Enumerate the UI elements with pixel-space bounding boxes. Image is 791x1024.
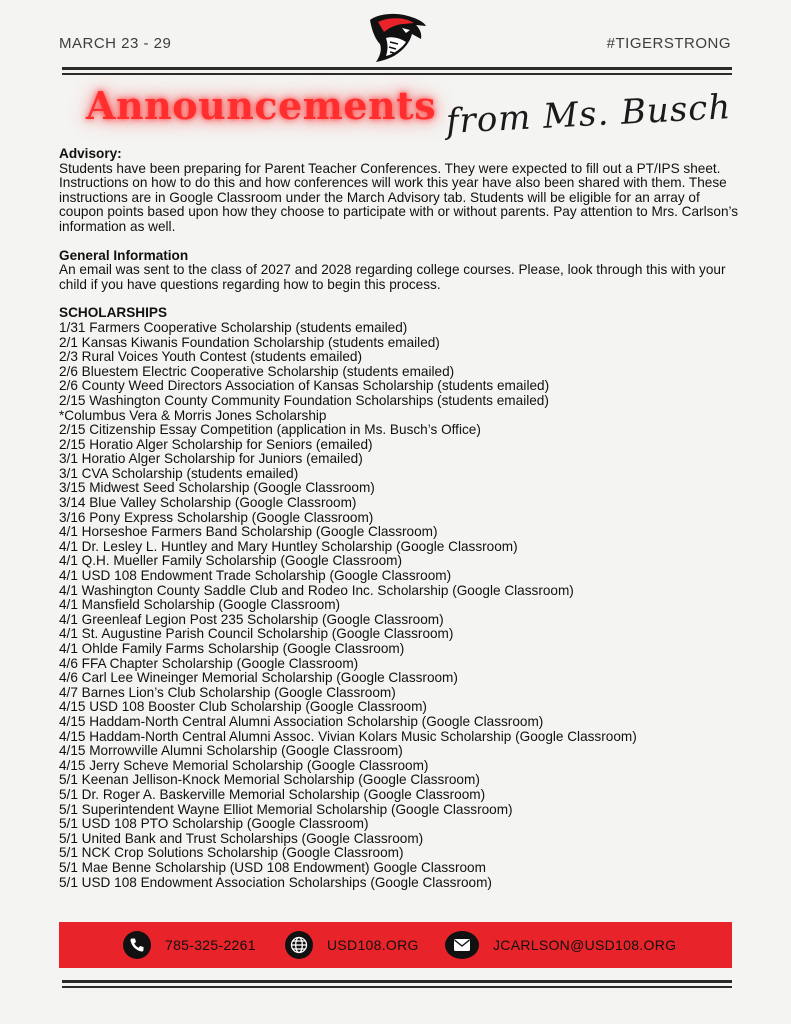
scholarship-item: 4/1 Q.H. Mueller Family Scholarship (Google Classroom) — [59, 553, 402, 569]
scholarship-item: 2/15 Washington County Community Foundation Scholarships (students emailed) — [59, 392, 549, 408]
scholarship-item: 4/15 Haddam-North Central Alumni Assoc. Vivian Kolars Music Scholarship (Google Classroom) — [59, 728, 637, 744]
scholarship-item: 2/6 County Weed Directors Association of Kansas Scholarship (students emailed) — [59, 378, 550, 394]
scholarship-item: 5/1 Mae Benne Scholarship (USD 108 Endowment) Google Classroom — [59, 859, 486, 875]
scholarship-item: 5/1 NCK Crop Solutions Scholarship (Google Classroom) — [59, 845, 404, 861]
scholarship-item: 5/1 USD 108 Endowment Association Scholarships (Google Classroom) — [59, 874, 492, 890]
scholarship-item: 5/1 Dr. Roger A. Baskerville Memorial Scholarship (Google Classroom) — [59, 786, 486, 802]
scholarship-item: 4/15 USD 108 Booster Club Scholarship (Google Classroom) — [59, 699, 427, 715]
scholarship-list — [59, 321, 739, 890]
footer-phone[interactable] — [123, 930, 256, 960]
website-link: USD108.ORG — [327, 937, 419, 953]
scholarship-item: 4/7 Barnes Lion’s Club Scholarship (Google Classroom) — [59, 684, 396, 700]
advisory-heading: Advisory: — [59, 146, 122, 161]
scholarship-item: 4/1 Greenleaf Legion Post 235 Scholarship (Google Classroom) — [59, 611, 444, 627]
general-info-body: An email was sent to the class of 2027 and 2028 regarding college courses. Please, look through this with your child if you have questions regarding how to begin this process. — [59, 262, 726, 292]
scholarship-item: 4/1 Washington County Saddle Club and Rodeo Inc. Scholarship (Google Classroom) — [59, 582, 574, 598]
scholarship-item: 3/1 CVA Scholarship (students emailed) — [59, 465, 299, 481]
scholarship-item: 4/1 Ohlde Family Farms Scholarship (Google Classroom) — [59, 641, 405, 656]
scholarship-item: 2/6 Bluestem Electric Cooperative Scholarship (students emailed) — [59, 363, 455, 379]
scholarship-item: *Columbus Vera & Morris Jones Scholarship — [59, 407, 327, 423]
advisory-body: Students have been preparing for Parent Teacher Conferences. They were expected to fill out a PT/IPS sheet. Instructions on how to do this and how conferences will work this year have also been shared with them. These instructions are in Google Classroom under the March Advisory tab. Students will be eligible for an array of coupon points based upon how they choose to participate with or without parents. Pay attention to Mrs. Carlson’s information as well. — [59, 160, 739, 234]
scholarship-item: 4/15 Morrowville Alumni Scholarship (Google Classroom) — [59, 743, 403, 759]
scholarship-item: 4/1 Dr. Lesley L. Huntley and Mary Huntley Scholarship (Google Classroom) — [59, 538, 518, 554]
scholarship-item: 4/15 Haddam-North Central Alumni Association Scholarship (Google Classroom) — [59, 713, 544, 729]
scholarship-item: 2/15 Horatio Alger Scholarship for Seniors (emailed) — [59, 436, 373, 452]
scholarship-item: 3/15 Midwest Seed Scholarship (Google Classroom) — [59, 480, 375, 496]
mail-icon — [445, 931, 479, 959]
scholarship-item: 2/3 Rural Voices Youth Contest (students emailed) — [59, 349, 363, 365]
scholarship-item: 4/1 St. Augustine Parish Council Scholarship (Google Classroom) — [59, 626, 454, 642]
scholarship-item: 5/1 Superintendent Wayne Elliot Memorial Scholarship (Google Classroom) — [59, 801, 513, 817]
general-info-heading: General Information — [59, 247, 189, 263]
footer-rule-top — [62, 980, 732, 983]
scholarship-item: 1/31 Farmers Cooperative Scholarship (students emailed) — [59, 319, 408, 335]
contact-footer-bar — [59, 922, 732, 968]
scholarship-item: 4/6 Carl Lee Wineinger Memorial Scholarship (Google Classroom) — [59, 670, 458, 686]
scholarship-item: 4/15 Jerry Scheve Memorial Scholarship (Google Classroom) — [59, 757, 429, 773]
header-date-range: MARCH 23 - 29 — [59, 35, 172, 52]
scholarship-item: 4/1 USD 108 Endowment Trade Scholarship (Google Classroom) — [59, 568, 452, 584]
header-hashtag: #TIGERSTRONG — [606, 35, 731, 52]
scholarship-item: 3/16 Pony Express Scholarship (Google Classroom) — [59, 509, 374, 525]
announcement-content — [59, 147, 739, 890]
scholarship-item: 2/15 Citizenship Essay Competition (application in Ms. Busch’s Office) — [59, 422, 481, 438]
page-title: Announcements — [86, 83, 437, 128]
scholarship-item: 4/1 Mansfield Scholarship (Google Classroom) — [59, 597, 341, 613]
scholarship-item: 2/1 Kansas Kiwanis Foundation Scholarship (students emailed) — [59, 334, 440, 350]
email-address: JCARLSON@USD108.ORG — [493, 937, 677, 953]
header-rule-top — [62, 67, 732, 70]
scholarship-item: 4/1 Horseshoe Farmers Band Scholarship (Google Classroom) — [59, 524, 438, 540]
phone-number: 785-325-2261 — [165, 937, 256, 953]
phone-icon — [123, 931, 151, 959]
footer-website[interactable] — [285, 930, 419, 960]
scholarship-item: 4/6 FFA Chapter Scholarship (Google Classroom) — [59, 655, 359, 671]
globe-icon — [285, 931, 313, 959]
tiger-head-logo-icon — [364, 12, 428, 64]
scholarship-item: 3/14 Blue Valley Scholarship (Google Classroom) — [59, 495, 357, 511]
footer-rule-bottom — [62, 986, 732, 988]
footer-email[interactable] — [445, 930, 676, 960]
scholarship-item: 5/1 Keenan Jellison-Knock Memorial Scholarship (Google Classroom) — [59, 772, 480, 788]
scholarship-item: 5/1 United Bank and Trust Scholarships (Google Classroom) — [59, 830, 424, 846]
header-rule-bottom — [62, 73, 732, 75]
scholarship-item: 3/1 Horatio Alger Scholarship for Juniors (emailed) — [59, 451, 363, 467]
scholarships-heading: SCHOLARSHIPS — [59, 305, 168, 321]
scholarship-item: 5/1 USD 108 PTO Scholarship (Google Classroom) — [59, 816, 369, 832]
page-subtitle-signature: from Ms. Busch — [444, 87, 733, 142]
